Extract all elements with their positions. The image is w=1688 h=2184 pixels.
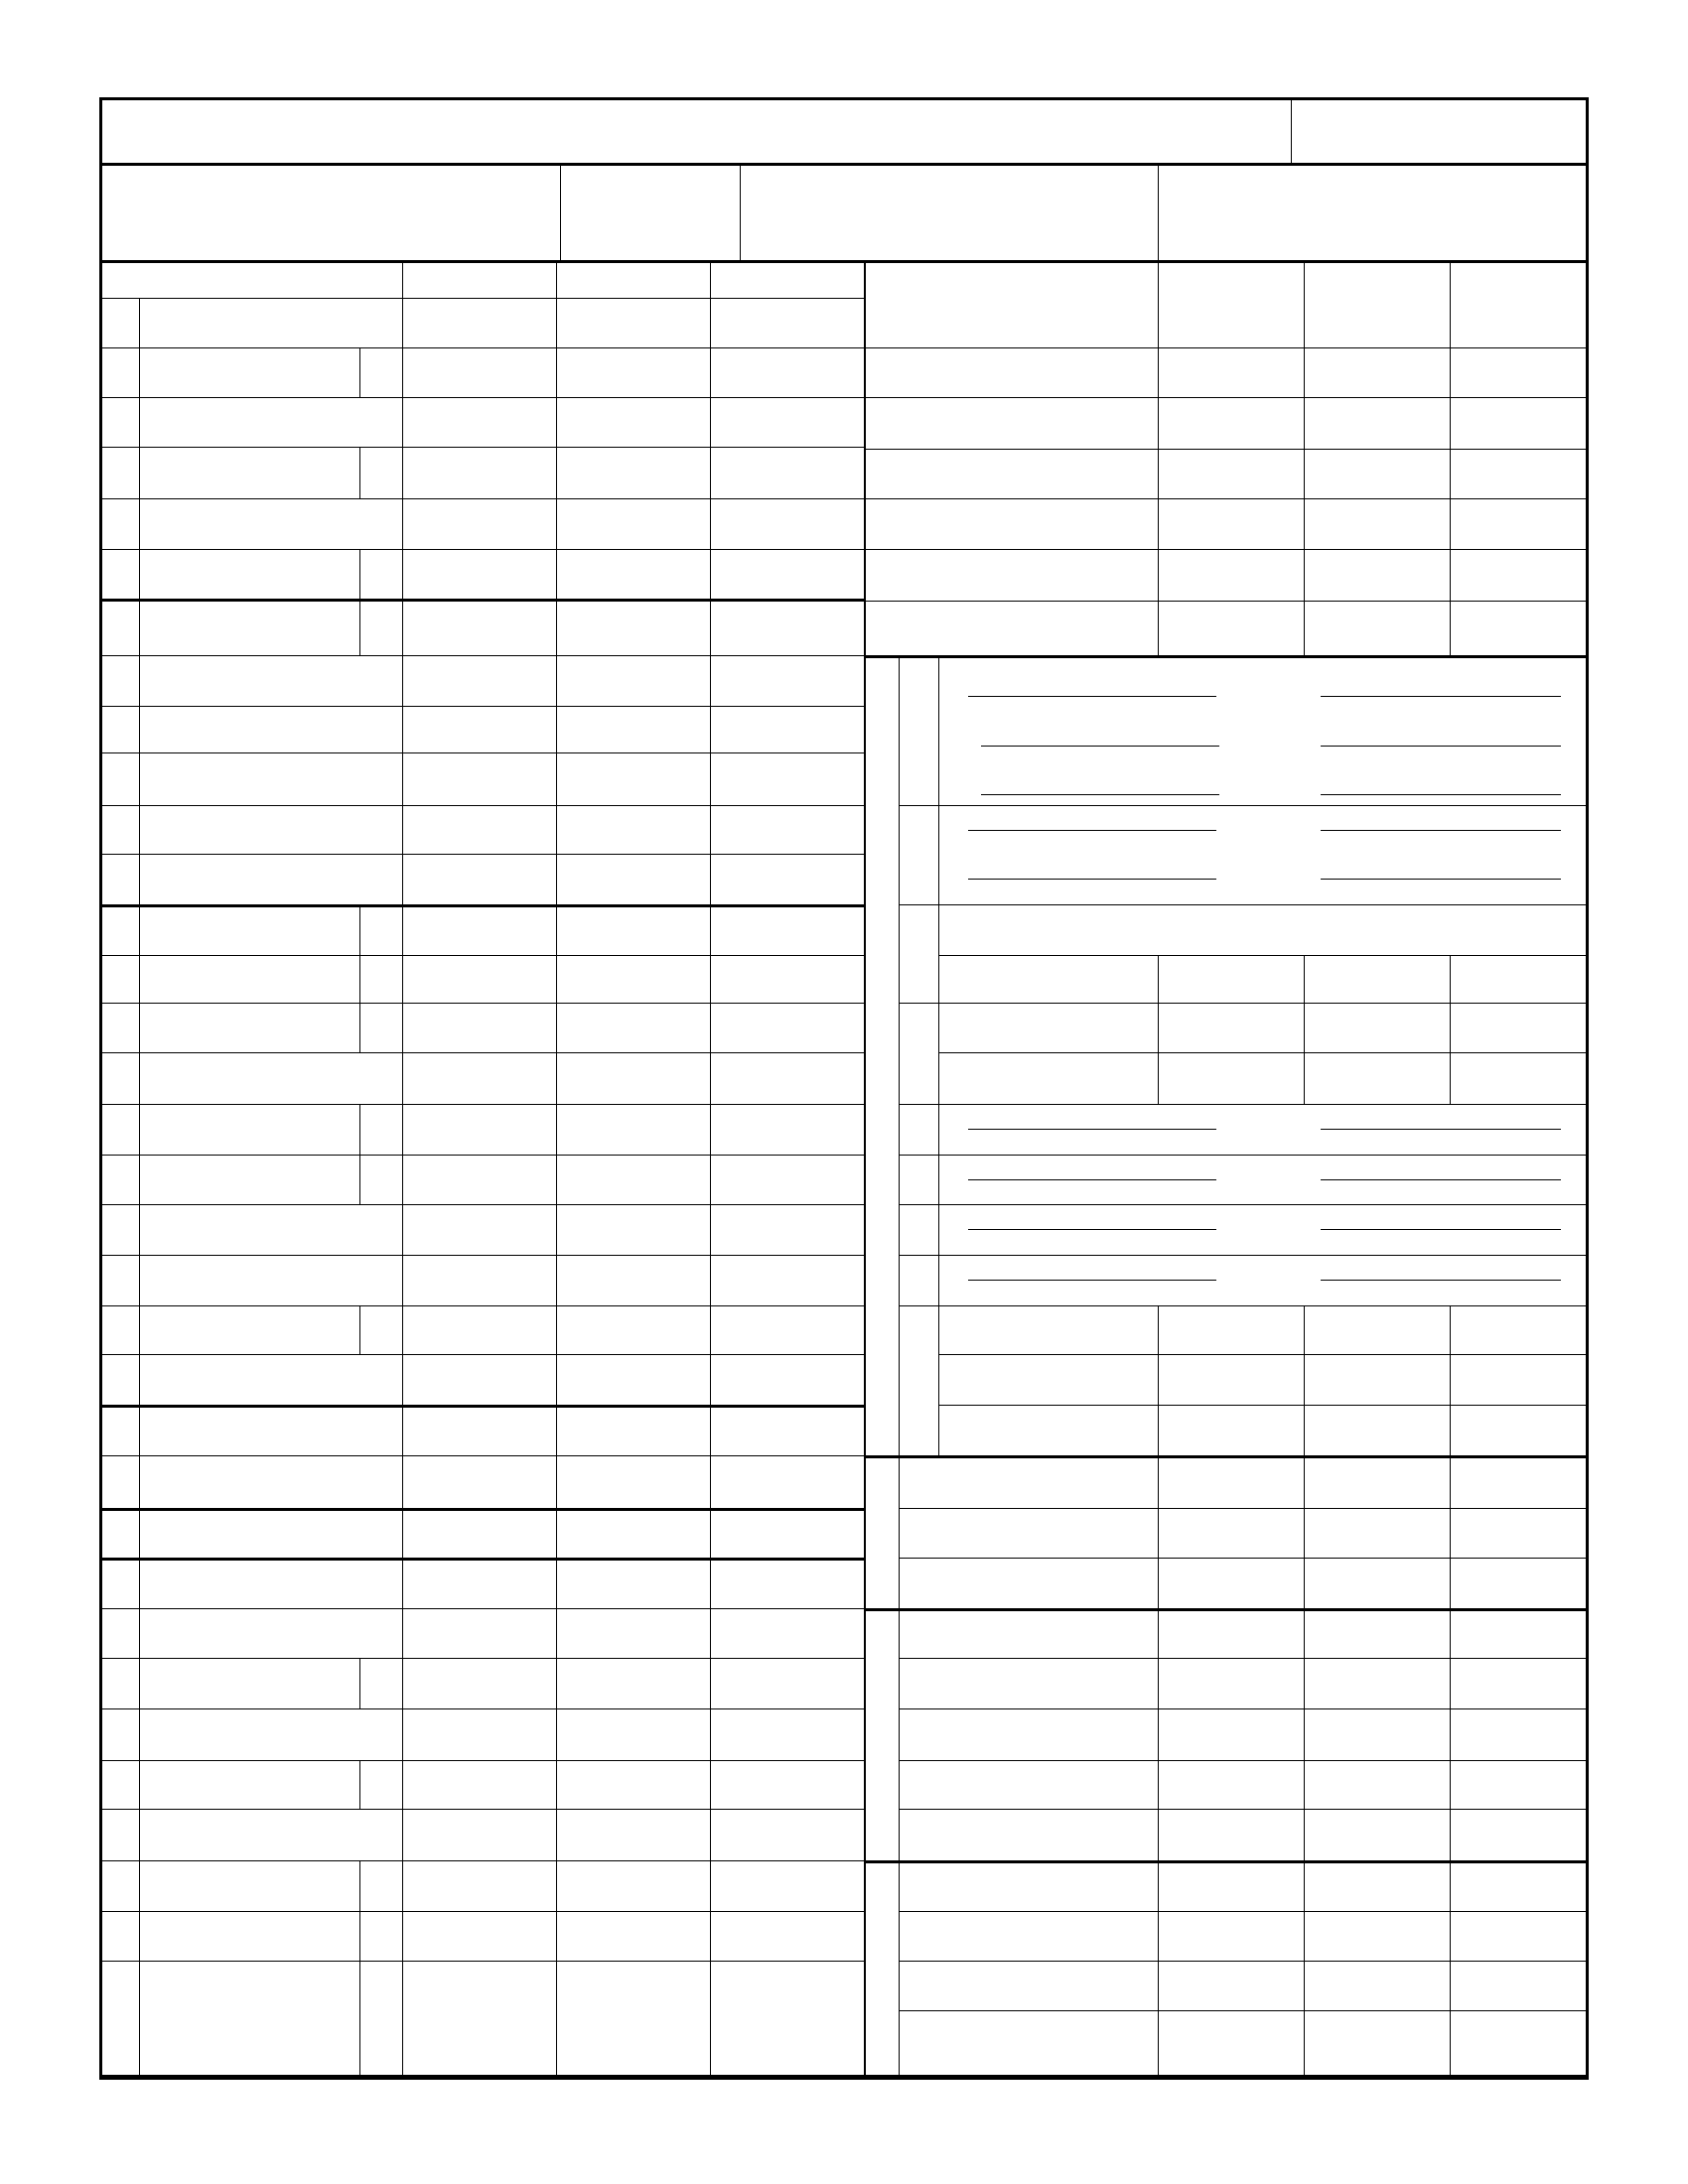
factor-row [102,854,864,904]
row-data-cell[interactable] [402,1658,556,1708]
formula-entry[interactable] [1304,955,1450,1003]
results-row-entry-1[interactable] [1158,1961,1304,2010]
formula-entry[interactable] [1450,1305,1596,1354]
row-drop-data-cell[interactable] [556,752,710,805]
load-entry-1[interactable] [1158,449,1304,498]
results-row-entry-2[interactable] [1304,2010,1450,2077]
row-drop-data-cell[interactable] [556,1305,710,1354]
row-data-cell[interactable] [402,1708,556,1760]
formula-entry[interactable] [1304,1405,1450,1455]
factor-row [102,1354,864,1405]
row-data-cell[interactable] [402,904,556,955]
row-data-cell[interactable] [402,1052,556,1104]
row-results-cell[interactable] [710,655,864,706]
row-data-cell[interactable] [402,706,556,752]
factor-row [102,549,864,599]
data-row-entry-3[interactable] [1450,1455,1589,1508]
formula-entry[interactable] [1304,1052,1450,1104]
row-data-cell[interactable] [402,655,556,706]
call-sign-field[interactable] [561,191,740,260]
row-drop-data-cell[interactable] [556,397,710,447]
load-weight-entry-1[interactable] [1158,498,1304,549]
factor-row [102,1911,864,1961]
factor-row [102,955,864,1003]
factor-row [102,1255,864,1305]
row-results-cell[interactable] [710,347,864,397]
row-results-cell[interactable] [710,1760,864,1809]
row-data-cell[interactable] [402,1255,556,1305]
row-results-cell[interactable] [710,1608,864,1658]
row-data-cell[interactable] [402,1354,556,1405]
row-drop-data-cell[interactable] [556,1405,710,1455]
row-results-cell[interactable] [710,1809,864,1860]
row-drop-data-cell[interactable] [556,1204,710,1255]
row-results-cell[interactable] [710,1354,864,1405]
row-drop-data-cell[interactable] [556,1003,710,1052]
drop-data-row-entry-2[interactable] [1304,1658,1450,1708]
formula-entry[interactable] [1304,1003,1450,1052]
row-results-cell[interactable] [710,447,864,498]
factor-row [102,1558,864,1608]
factor-row [102,1961,864,2077]
row-drop-data-cell[interactable] [556,1558,710,1608]
row-results-cell[interactable] [710,298,864,347]
formula-entry[interactable] [1450,1052,1596,1104]
load-entry-3[interactable] [1450,449,1589,498]
data-row-entry-2[interactable] [1304,1558,1450,1608]
row-data-cell[interactable] [402,498,556,549]
row-data-cell[interactable] [402,298,556,347]
factor-row [102,1104,864,1155]
data-row-entry-2[interactable] [1304,1455,1450,1508]
row-results-cell[interactable] [710,1860,864,1911]
preflight-altimeter-setting-entry-3[interactable] [1450,260,1589,347]
row-drop-data-cell[interactable] [556,904,710,955]
row-drop-data-cell[interactable] [556,655,710,706]
row-drop-data-cell[interactable] [556,498,710,549]
drop-data-row-entry-3[interactable] [1450,1608,1589,1658]
row-drop-data-cell[interactable] [556,599,710,655]
row-drop-data-cell[interactable] [556,1860,710,1911]
row-results-cell[interactable] [710,1104,864,1155]
data-row-entry-3[interactable] [1450,1508,1589,1558]
row-data-cell[interactable] [402,1961,556,2077]
results-row-entry-3[interactable] [1450,1860,1589,1911]
data-row-entry-1[interactable] [1158,1508,1304,1558]
results-row-entry-3[interactable] [1450,2010,1589,2077]
drop-data-row-entry-2[interactable] [1304,1708,1450,1760]
factor-row [102,498,864,549]
row-drop-data-cell[interactable] [556,549,710,599]
factor-row [102,599,864,655]
drop-data-row-entry-2[interactable] [1304,1760,1450,1809]
factor-row [102,1155,864,1204]
row-drop-data-cell[interactable] [556,854,710,904]
scheduled-drop-time-entry-2[interactable] [1304,397,1450,449]
preflight-altimeter-setting-entry-2[interactable] [1304,260,1450,347]
row-results-cell[interactable] [710,955,864,1003]
drop-data-row-entry-1[interactable] [1158,1708,1304,1760]
row-results-cell[interactable] [710,1305,864,1354]
row-data-cell[interactable] [402,599,556,655]
drop-data-row-entry-3[interactable] [1450,1760,1589,1809]
results-row-entry-1[interactable] [1158,1860,1304,1911]
data-row-entry-1[interactable] [1158,1558,1304,1608]
row-results-cell[interactable] [710,1658,864,1708]
organization-field[interactable] [741,191,1158,260]
drop-data-row-entry-2[interactable] [1304,1809,1450,1860]
row-data-cell[interactable] [402,1003,556,1052]
date-field[interactable] [1293,119,1585,163]
row-data-cell[interactable] [402,1104,556,1155]
row-drop-data-cell[interactable] [556,1155,710,1204]
row-data-cell[interactable] [402,752,556,805]
parachute-entry-1[interactable] [1158,549,1304,601]
formula-entry[interactable] [1304,1354,1450,1405]
factor-row [102,298,864,347]
load-weight-entry-3[interactable] [1450,498,1589,549]
row-drop-data-cell[interactable] [556,955,710,1003]
formula-entry[interactable] [1450,1003,1596,1052]
row-drop-data-cell[interactable] [556,706,710,752]
factor-row [102,706,864,752]
row-results-cell[interactable] [710,1455,864,1508]
factor-row [102,1508,864,1558]
row-drop-data-cell[interactable] [556,1961,710,2077]
row-data-cell[interactable] [402,1608,556,1658]
drop-data-row-entry-2[interactable] [1304,1608,1450,1658]
formula-entry[interactable] [1158,1354,1304,1405]
factor-row [102,655,864,706]
factor-row [102,1204,864,1255]
row-drop-data-cell[interactable] [556,1354,710,1405]
row-results-cell[interactable] [710,1911,864,1961]
drop-zone-entry-2[interactable] [1304,347,1450,397]
formula-entry[interactable] [1158,1305,1304,1354]
formula-entry[interactable] [1158,1405,1304,1455]
row-data-cell[interactable] [402,1204,556,1255]
row-data-cell[interactable] [402,1809,556,1860]
row-drop-data-cell[interactable] [556,347,710,397]
factor-row [102,347,864,397]
factor-row [102,447,864,498]
factor-row [102,1455,864,1508]
results-row-entry-1[interactable] [1158,2010,1304,2077]
formula-entry[interactable] [1450,955,1596,1003]
row-drop-data-cell[interactable] [556,1760,710,1809]
row-drop-data-cell[interactable] [556,1708,710,1760]
factor-row [102,805,864,854]
data-row-entry-1[interactable] [1158,1455,1304,1508]
factor-row [102,1608,864,1658]
row-results-cell[interactable] [710,1052,864,1104]
results-row-entry-2[interactable] [1304,1860,1450,1911]
load-entry-2[interactable] [1304,449,1450,498]
scheduled-drop-time-entry-1[interactable] [1158,397,1304,449]
flight-station-of-load-entry-3[interactable] [1450,601,1589,655]
factor-row [102,1003,864,1052]
parachute-entry-3[interactable] [1450,549,1589,601]
factor-row [102,1860,864,1911]
row-drop-data-cell[interactable] [556,1052,710,1104]
factor-row [102,1809,864,1860]
flight-station-of-load-entry-2[interactable] [1304,601,1450,655]
row-data-cell[interactable] [402,1558,556,1608]
row-results-cell[interactable] [710,599,864,655]
drop-data-row-entry-1[interactable] [1158,1658,1304,1708]
factor-row [102,1658,864,1708]
row-drop-data-cell[interactable] [556,447,710,498]
row-drop-data-cell[interactable] [556,1608,710,1658]
row-results-cell[interactable] [710,752,864,805]
drop-data-row-entry-3[interactable] [1450,1658,1589,1708]
formula-entry[interactable] [1304,1305,1450,1354]
row-results-cell[interactable] [710,1405,864,1455]
factor-row [102,1708,864,1760]
row-data-cell[interactable] [402,1405,556,1455]
factor-row [102,752,864,805]
factor-row [102,397,864,447]
formula-entry[interactable] [1158,1052,1304,1104]
navigator-signature-field[interactable] [1159,191,1586,260]
results-row-entry-2[interactable] [1304,1961,1450,2010]
results-row-entry-1[interactable] [1158,1911,1304,1961]
row-data-cell[interactable] [402,1508,556,1558]
row-results-cell[interactable] [710,904,864,955]
row-drop-data-cell[interactable] [556,1809,710,1860]
factor-row [102,1305,864,1354]
data-row-entry-2[interactable] [1304,1508,1450,1558]
data-row-entry-3[interactable] [1450,1558,1589,1608]
factor-row [102,1760,864,1809]
load-weight-entry-2[interactable] [1304,498,1450,549]
row-results-cell[interactable] [710,1155,864,1204]
drop-zone-entry-3[interactable] [1450,347,1589,397]
factor-row [102,1405,864,1455]
results-row-entry-3[interactable] [1450,1911,1589,1961]
row-results-cell[interactable] [710,1558,864,1608]
drop-data-row-entry-3[interactable] [1450,1708,1589,1760]
flight-station-of-load-entry-1[interactable] [1158,601,1304,655]
row-data-cell[interactable] [402,854,556,904]
row-drop-data-cell[interactable] [556,1508,710,1558]
drop-data-row-entry-3[interactable] [1450,1809,1589,1860]
parachute-entry-2[interactable] [1304,549,1450,601]
drop-zone-entry-1[interactable] [1158,347,1304,397]
row-data-cell[interactable] [402,1305,556,1354]
row-results-cell[interactable] [710,1003,864,1052]
row-results-cell[interactable] [710,805,864,854]
row-results-cell[interactable] [710,1961,864,2077]
row-data-cell[interactable] [402,447,556,498]
results-row-entry-2[interactable] [1304,1911,1450,1961]
row-results-cell[interactable] [710,706,864,752]
row-results-cell[interactable] [710,1508,864,1558]
row-data-cell[interactable] [402,1911,556,1961]
factor-row [102,904,864,955]
navigator-name-field[interactable] [103,191,560,260]
results-row-entry-3[interactable] [1450,1961,1589,2010]
scheduled-drop-time-entry-3[interactable] [1450,397,1589,449]
row-drop-data-cell[interactable] [556,805,710,854]
row-data-cell[interactable] [402,347,556,397]
row-data-cell[interactable] [402,1860,556,1911]
formula-entry[interactable] [1158,955,1304,1003]
row-data-cell[interactable] [402,549,556,599]
drop-data-row-entry-1[interactable] [1158,1608,1304,1658]
row-data-cell[interactable] [402,397,556,447]
row-data-cell[interactable] [402,1155,556,1204]
row-data-cell[interactable] [402,1455,556,1508]
row-drop-data-cell[interactable] [556,1104,710,1155]
row-drop-data-cell[interactable] [556,298,710,347]
row-results-cell[interactable] [710,498,864,549]
row-data-cell[interactable] [402,805,556,854]
row-results-cell[interactable] [710,1204,864,1255]
row-drop-data-cell[interactable] [556,1455,710,1508]
row-results-cell[interactable] [710,1255,864,1305]
row-results-cell[interactable] [710,549,864,599]
preflight-altimeter-setting-entry-1[interactable] [1158,260,1304,347]
row-data-cell[interactable] [402,955,556,1003]
row-drop-data-cell[interactable] [556,1911,710,1961]
formula-entry[interactable] [1158,1003,1304,1052]
formula-entry[interactable] [1450,1405,1596,1455]
drop-data-row-entry-1[interactable] [1158,1760,1304,1809]
factor-row [102,1052,864,1104]
drop-data-row-entry-1[interactable] [1158,1809,1304,1860]
row-drop-data-cell[interactable] [556,1255,710,1305]
row-results-cell[interactable] [710,854,864,904]
row-results-cell[interactable] [710,1708,864,1760]
row-results-cell[interactable] [710,397,864,447]
row-drop-data-cell[interactable] [556,1658,710,1708]
row-data-cell[interactable] [402,1760,556,1809]
formula-entry[interactable] [1450,1354,1596,1405]
